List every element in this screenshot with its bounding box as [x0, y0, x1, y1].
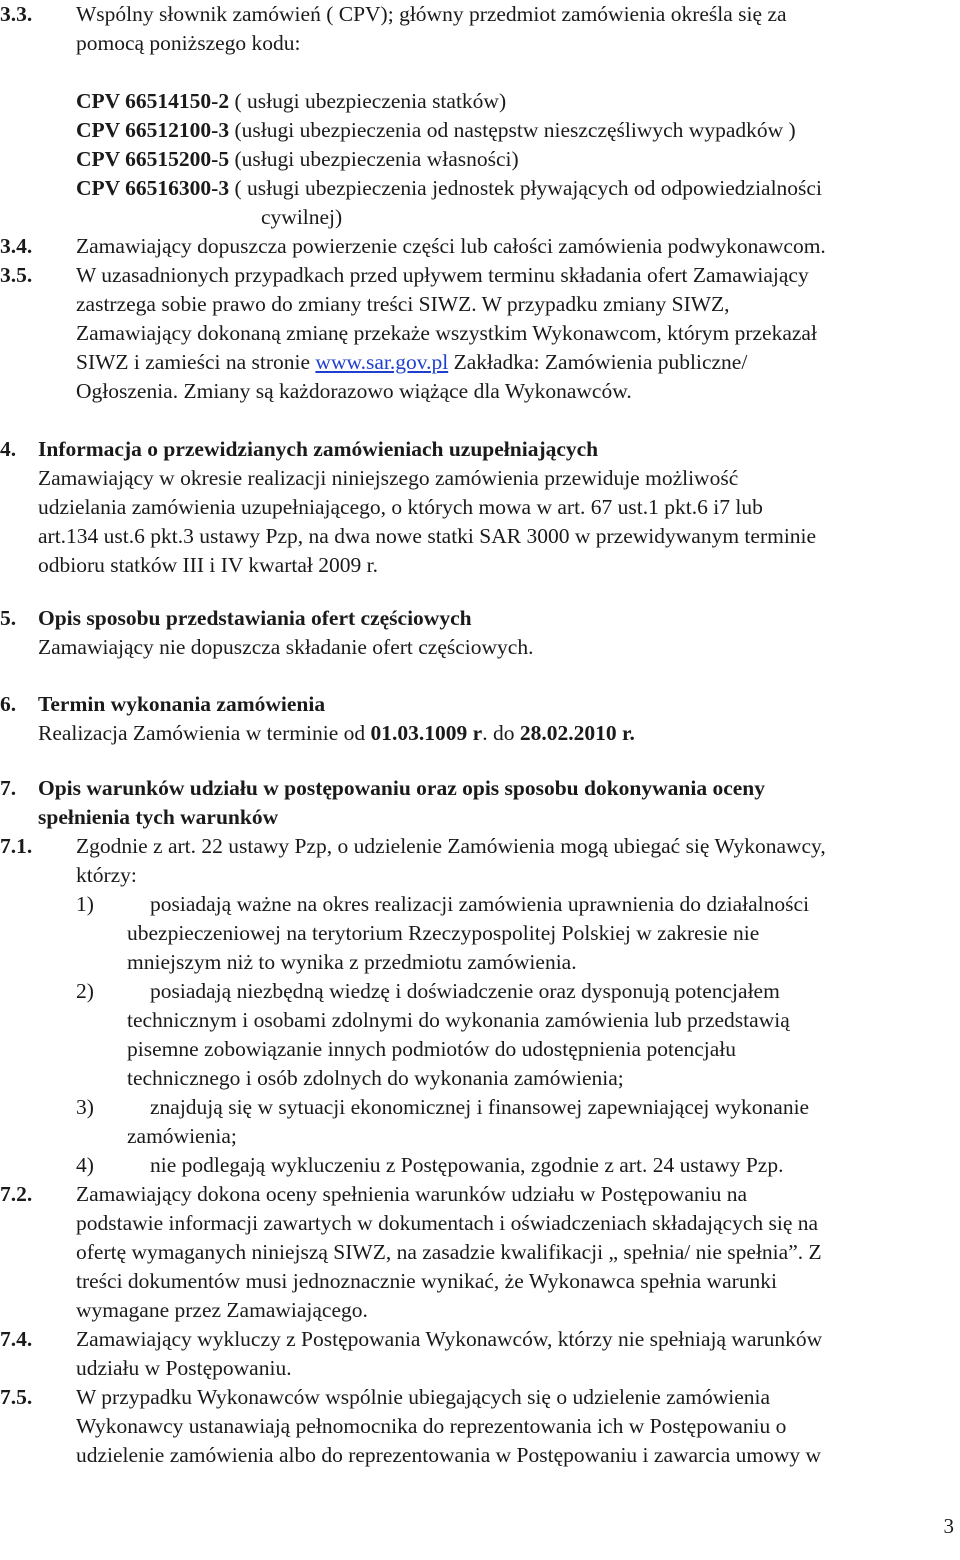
text-span: Realizacja Zamówienia w terminie od — [38, 721, 371, 745]
section-number: 3.5. — [0, 263, 33, 287]
paragraph-line: Wspólny słownik zamówień ( CPV); główny przedmiot zamówienia określa się za — [76, 2, 787, 26]
page-number: 3 — [943, 1514, 954, 1538]
cpv-code: CPV 66515200-5 — [76, 147, 230, 171]
paragraph-line: podstawie informacji zawartych w dokumentach i oświadczeniach składających się na — [76, 1211, 819, 1235]
paragraph-line: udzielenie zamówienia albo do reprezentowania w Postępowaniu i zawarcia umowy w — [76, 1443, 822, 1467]
paragraph-line: art.134 ust.6 pkt.3 ustawy Pzp, na dwa nowe statki SAR 3000 w przewidywanym terminie — [38, 524, 817, 548]
section-number: 5. — [0, 606, 17, 630]
paragraph-line: odbioru statków III i IV kwartał 2009 r. — [38, 553, 378, 577]
section-number: 7.1. — [0, 834, 33, 858]
list-item-line: zamówienia; — [127, 1124, 237, 1148]
list-item-line: nie podlegają wykluczeniu z Postępowania, zgodnie z art. 24 ustawy Pzp. — [150, 1153, 784, 1177]
text-span: . do — [482, 721, 520, 745]
list-item-line: technicznego i osób zdolnych do wykonania zamówienia; — [127, 1066, 624, 1090]
paragraph-line: W przypadku Wykonawców wspólnie ubiegających się o udzielenie zamówienia — [76, 1385, 771, 1409]
section-number: 7.4. — [0, 1327, 33, 1351]
section-number: 7. — [0, 776, 17, 800]
cpv-code-line — [76, 174, 822, 203]
paragraph-line: udzielania zamówienia uzupełniającego, o których mowa w art. 67 ust.1 pkt.6 i7 lub — [38, 495, 763, 519]
cpv-code-line — [76, 145, 519, 174]
cpv-description: ( usługi ubezpieczenia jednostek pływających od odpowiedzialności — [229, 176, 822, 200]
paragraph-line: Zamawiający dopuszcza powierzenie części lub całości zamówienia podwykonawcom. — [76, 234, 826, 258]
section-number: 7.2. — [0, 1182, 33, 1206]
list-item-line: posiadają ważne na okres realizacji zamówienia uprawnienia do działalności — [150, 892, 810, 916]
paragraph-line: udziału w Postępowaniu. — [76, 1356, 292, 1380]
cpv-code: CPV 66512100-3 — [76, 118, 230, 142]
paragraph-line: wymagane przez Zamawiającego. — [76, 1298, 368, 1322]
paragraph-line: Zamawiający dokona oceny spełnienia warunków udziału w Postępowaniu na — [76, 1182, 748, 1206]
list-item-line: pisemne zobowiązanie innych podmiotów do udostępnienia potencjału — [127, 1037, 737, 1061]
text-span: Zakładka: Zamówienia publiczne/ — [448, 350, 748, 374]
section-number: 7.5. — [0, 1385, 33, 1409]
section-heading: Opis warunków udziału w postępowaniu oraz opis sposobu dokonywania oceny — [38, 776, 766, 800]
section-number: 3.3. — [0, 2, 33, 26]
paragraph-line: którzy: — [76, 863, 137, 887]
paragraph-line: treści dokumentów musi jednoznacznie wynikać, że Wykonawca spełnia warunki — [76, 1269, 778, 1293]
list-item-line: technicznym i osobami zdolnymi do wykonania zamówienia lub przedstawią — [127, 1008, 790, 1032]
section-heading: Termin wykonania zamówienia — [38, 692, 326, 716]
section-heading: Informacja o przewidzianych zamówieniach uzupełniających — [38, 437, 599, 461]
list-item-number: 3) — [76, 1095, 94, 1119]
website-link[interactable]: www.sar.gov.pl — [315, 350, 449, 374]
cpv-code: CPV 66514150-2 — [76, 89, 230, 113]
section-number: 3.4. — [0, 234, 33, 258]
list-item-line: mniejszym niż to wynika z przedmiotu zamówienia. — [127, 950, 577, 974]
paragraph-line: Zamawiający w okresie realizacji niniejszego zamówienia przewiduje możliwość — [38, 466, 739, 490]
cpv-description: (usługi ubezpieczenia od następstw nieszczęśliwych wypadków ) — [229, 118, 796, 142]
paragraph-line: W uzasadnionych przypadkach przed upływem terminu składania ofert Zamawiający — [76, 263, 809, 287]
paragraph-line: Zgodnie z art. 22 ustawy Pzp, o udzielenie Zamówienia mogą ubiegać się Wykonawcy, — [76, 834, 826, 858]
paragraph-line: ofertę wymaganych niniejszą SIWZ, na zasadzie kwalifikacji „ spełnia/ nie spełnia”. Z — [76, 1240, 822, 1264]
paragraph-line — [76, 348, 747, 377]
cpv-code-line — [76, 87, 506, 116]
paragraph-line: Ogłoszenia. Zmiany są każdorazowo wiążące dla Wykonawców. — [76, 379, 632, 403]
list-item-line: znajdują się w sytuacji ekonomicznej i finansowej zapewniającej wykonanie — [150, 1095, 810, 1119]
cpv-code: CPV 66516300-3 — [76, 176, 230, 200]
cpv-code-line — [76, 116, 796, 145]
section-heading: Opis sposobu przedstawiania ofert częściowych — [38, 606, 472, 630]
section-heading: spełnienia tych warunków — [38, 805, 279, 829]
paragraph-line: pomocą poniższego kodu: — [76, 31, 301, 55]
list-item-line: ubezpieczeniowej na terytorium Rzeczypospolitej Polskiej w zakresie nie — [127, 921, 760, 945]
paragraph-line: Zamawiający dokonaną zmianę przekaże wszystkim Wykonawcom, którym przekazał — [76, 321, 817, 345]
list-item-number: 4) — [76, 1153, 94, 1177]
paragraph-line: zastrzega sobie prawo do zmiany treści SIWZ. W przypadku zmiany SIWZ, — [76, 292, 730, 316]
cpv-description: (usługi ubezpieczenia własności) — [229, 147, 519, 171]
paragraph-line: Zamawiający nie dopuszcza składanie ofert częściowych. — [38, 635, 534, 659]
paragraph-line: Zamawiający wykluczy z Postępowania Wykonawców, którzy nie spełniają warunków — [76, 1327, 823, 1351]
cpv-description: ( usługi ubezpieczenia statków) — [229, 89, 507, 113]
list-item-number: 2) — [76, 979, 94, 1003]
section-number: 6. — [0, 692, 17, 716]
paragraph-line: Wykonawcy ustanawiają pełnomocnika do reprezentowania ich w Postępowaniu o — [76, 1414, 787, 1438]
section-number: 4. — [0, 437, 17, 461]
start-date: 01.03.1009 r — [370, 721, 483, 745]
text-span: SIWZ i zamieści na stronie — [76, 350, 316, 374]
paragraph-line — [38, 719, 635, 748]
cpv-continuation: cywilnej) — [261, 205, 343, 229]
list-item-line: posiadają niezbędną wiedzę i doświadczenie oraz dysponują potencjałem — [150, 979, 780, 1003]
end-date: 28.02.2010 r. — [519, 721, 635, 745]
list-item-number: 1) — [76, 892, 94, 916]
